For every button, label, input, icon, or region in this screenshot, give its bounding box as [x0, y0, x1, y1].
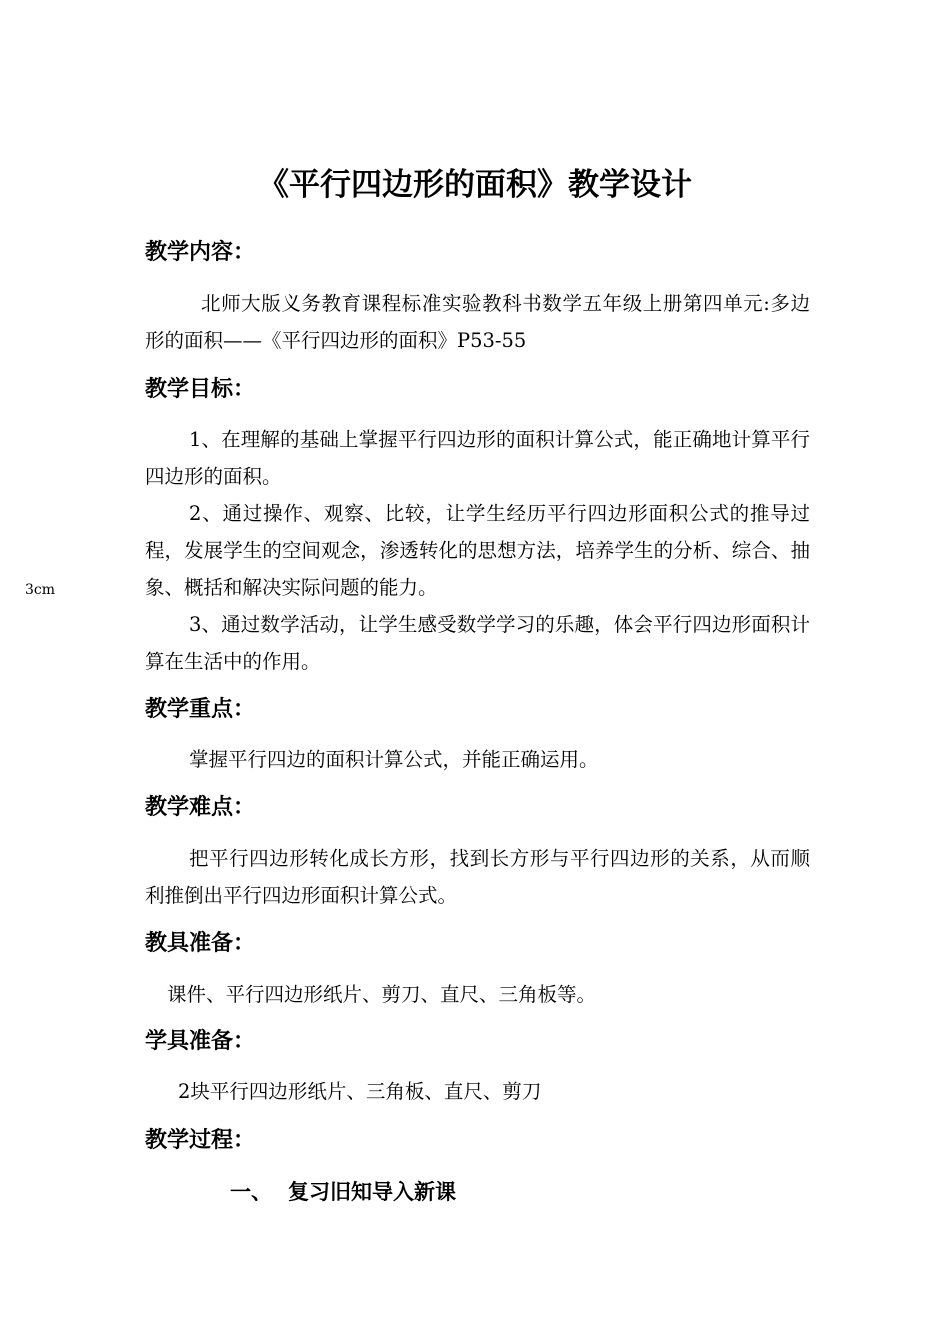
difficulty-text: 把平行四边形转化成长方形，找到长方形与平行四边形的关系，从而顺利推倒出平行四边形面积计算公式。	[145, 847, 810, 907]
teacher-tools-paragraph	[145, 976, 810, 1013]
content-heading: 教学内容：	[145, 240, 256, 265]
goals-heading: 教学目标：	[145, 377, 256, 402]
goals-paragraph	[145, 421, 810, 680]
difficulty-paragraph	[145, 840, 810, 914]
student-tools-text: 2块平行四边形纸片、三角板、直尺、剪刀	[178, 1080, 542, 1103]
margin-note: 3cm	[25, 582, 56, 598]
goal-item-1: 1、在理解的基础上掌握平行四边形的面积计算公式，能正确地计算平行四边形的面积。	[145, 428, 810, 488]
process-step-number: 一、	[230, 1180, 272, 1204]
process-step-title: 复习旧知导入新课	[288, 1180, 456, 1204]
key-point-text: 掌握平行四边的面积计算公式，并能正确运用。	[189, 748, 599, 771]
document-title: 《平行四边形的面积》教学设计	[258, 167, 692, 203]
content-text: 北师大版义务教育课程标准实验教科书数学五年级上册第四单元:多边形的面积——《平行四边形的面积》P53-55	[145, 292, 810, 352]
goal-item-3: 3、通过数学活动，让学生感受数学学习的乐趣，体会平行四边形面积计算在生活中的作用。	[145, 613, 810, 673]
student-tools-paragraph	[145, 1073, 810, 1110]
key-point-paragraph	[145, 741, 810, 778]
key-point-heading: 教学重点：	[145, 697, 256, 722]
difficulty-heading: 教学难点：	[145, 795, 256, 820]
student-tools-heading: 学具准备：	[145, 1029, 256, 1054]
teacher-tools-text: 课件、平行四边形纸片、剪刀、直尺、三角板等。	[167, 983, 597, 1006]
process-heading: 教学过程：	[145, 1128, 256, 1153]
process-step-heading	[230, 1177, 456, 1207]
teacher-tools-heading: 教具准备：	[145, 931, 256, 956]
content-paragraph	[145, 285, 810, 359]
goal-item-2: 2、通过操作、观察、比较，让学生经历平行四边形面积公式的推导过程，发展学生的空间观念，渗透转化的思想方法，培养学生的分析、综合、抽象、概括和解决实际问题的能力。	[145, 502, 810, 599]
